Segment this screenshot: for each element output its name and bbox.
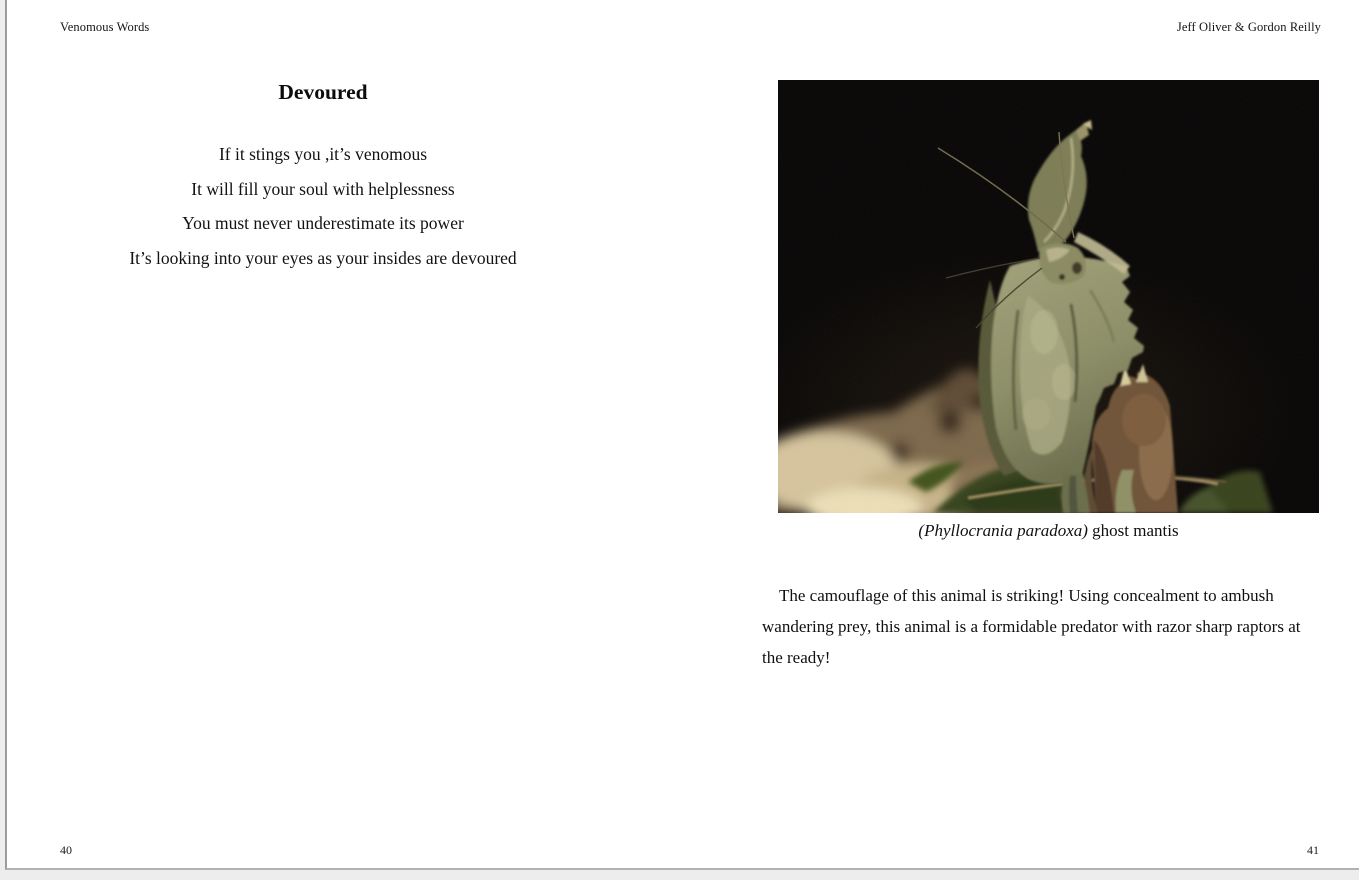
running-header-left: Venomous Words [60,20,150,34]
book-spread [5,0,1359,870]
body-paragraph: The camouflage of this animal is striking! Using concealment to ambush wandering prey, this animal is a formidable predator with razor sharp raptors at the ready! [762,586,1301,667]
ghost-mantis-illustration [778,80,1319,513]
page-number-right: 41 [1307,843,1319,857]
left-page-poem [9,80,637,275]
poem-line: You must never underestimate its power [182,213,464,234]
poem-title: Devoured [278,80,368,104]
photo-caption [778,521,1319,541]
page-number-left: 40 [60,843,72,857]
poem-line: It’s looking into your eyes as your insides are devoured [129,247,517,268]
poem-line: It will fill your soul with helplessness [191,178,455,199]
poem-line: If it stings you ,it’s venomous [218,144,428,164]
ghost-mantis-photo [778,80,1319,513]
running-header-right: Jeff Oliver & Gordon Reilly [1176,20,1321,34]
caption-scientific-name: (Phyllocrania paradoxa) [918,521,1088,540]
caption-common-name: ghost mantis [1092,521,1179,540]
